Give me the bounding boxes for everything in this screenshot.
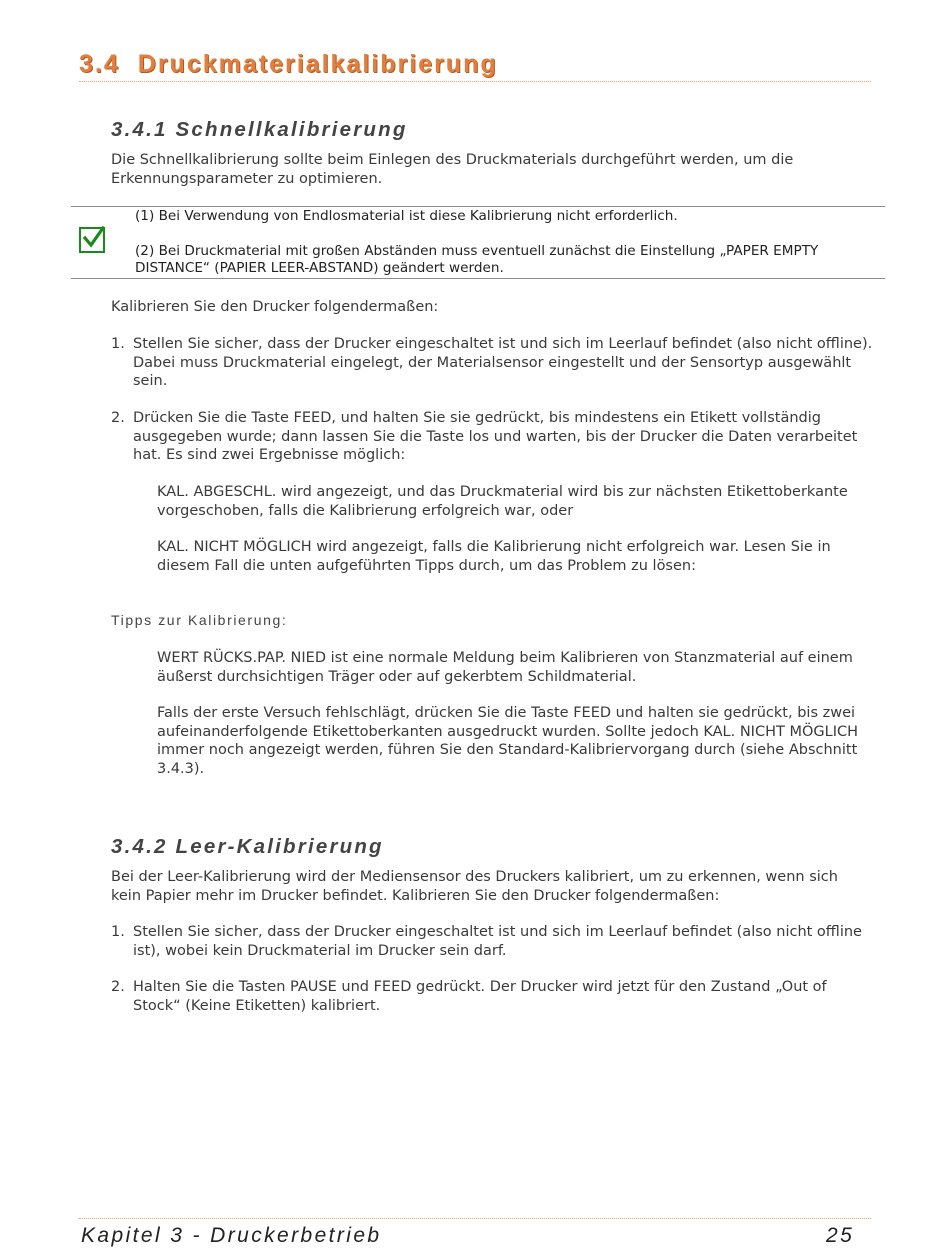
subsection-number: 3.4.2 <box>111 835 168 858</box>
subsection-intro: Die Schnellkalibrierung sollte beim Einlegen des Druckmaterials durchgeführt werden, um die Erkennungsparameter zu optimieren. <box>111 152 794 187</box>
subsection-title: Schnellkalibrierung <box>175 118 408 141</box>
subsection-heading-2 <box>111 835 384 859</box>
section-number: 3.4 <box>79 50 120 78</box>
tip-text: WERT RÜCKS.PAP. NIED ist eine normale Meldung beim Kalibrieren von Stanzmaterial auf einem äußerst durchsichtigen Träger oder auf gekerbtem Schildmaterial. <box>157 650 853 685</box>
list-text: Stellen Sie sicher, dass der Drucker eingeschaltet ist und sich im Leerlauf befindet (also nicht offline). Dabei muss Druckmaterial eingelegt, der Materialsensor eingestellt und der Sensortyp ausgewählt sein. <box>133 336 873 389</box>
list-number: 2. <box>111 979 125 995</box>
lead-text: Kalibrieren Sie den Drucker folgendermaßen: <box>111 299 439 315</box>
list-number: 1. <box>111 336 125 352</box>
result-text: KAL. NICHT MÖGLICH wird angezeigt, falls die Kalibrierung nicht erfolgreich war. Lesen Sie in diesem Fall die unten aufgeführten Tipps durch, um das Problem zu lösen: <box>157 539 831 574</box>
tips-heading: Tipps zur Kalibrierung: <box>111 612 288 628</box>
note-box <box>71 206 885 279</box>
note-text: (1) Bei Verwendung von Endlosmaterial ist diese Kalibrierung nicht erforderlich. <box>135 208 678 224</box>
section-title: Druckmaterialkalibrierung <box>137 50 498 78</box>
subsection-number: 3.4.1 <box>111 118 168 141</box>
list-text: Stellen Sie sicher, dass der Drucker eingeschaltet ist und sich im Leerlauf befindet (also nicht offline ist), wobei kein Druckmaterial im Drucker sein darf. <box>133 924 862 959</box>
note-text: (2) Bei Druckmaterial mit großen Abständen muss eventuell zunächst die Einstellung „PAPER EMPTY DISTANCE“ (PAPIER LEER-ABSTAND) geändert werden. <box>135 243 819 276</box>
subsection-heading-1 <box>111 118 408 142</box>
heading-rule <box>79 81 871 82</box>
list-text: Halten Sie die Tasten PAUSE und FEED gedrückt. Der Drucker wird jetzt für den Zustand „Out of Stock“ (Keine Etiketten) kalibriert. <box>133 979 827 1014</box>
page-number: 25 <box>826 1224 855 1247</box>
checkmark-icon <box>79 227 105 253</box>
list-number: 2. <box>111 410 125 426</box>
footer-chapter: Kapitel 3 - Druckerbetrieb <box>81 1224 382 1247</box>
footer-rule <box>79 1218 871 1219</box>
result-text: KAL. ABGESCHL. wird angezeigt, und das Druckmaterial wird bis zur nächsten Etikettoberkante vorgeschoben, falls die Kalibrierung erfolgreich war, oder <box>157 484 848 519</box>
subsection-title: Leer-Kalibrierung <box>175 835 384 858</box>
section-heading <box>79 50 871 79</box>
list-number: 1. <box>111 924 125 940</box>
tip-text: Falls der erste Versuch fehlschlägt, drücken Sie die Taste FEED und halten sie gedrückt, bis zwei aufeinanderfolgende Etikettoberkanten ausgedruckt wurden. Sollte jedoch KAL. NICHT MÖGLICH immer noch angezeigt werden, führen Sie den Standard-Kalibriervorgang durch (siehe Abschnitt 3.4.3). <box>157 705 858 777</box>
subsection-intro: Bei der Leer-Kalibrierung wird der Mediensensor des Druckers kalibriert, um zu erkennen, wenn sich kein Papier mehr im Drucker befindet. Kalibrieren Sie den Drucker folgendermaßen: <box>111 869 838 904</box>
list-text: Drücken Sie die Taste FEED, und halten Sie sie gedrückt, bis mindestens ein Etikett vollständig ausgegeben wurde; dann lassen Sie die Taste los und warten, bis der Drucker die Daten verarbeitet hat. Es sind zwei Ergebnisse möglich: <box>133 410 858 463</box>
